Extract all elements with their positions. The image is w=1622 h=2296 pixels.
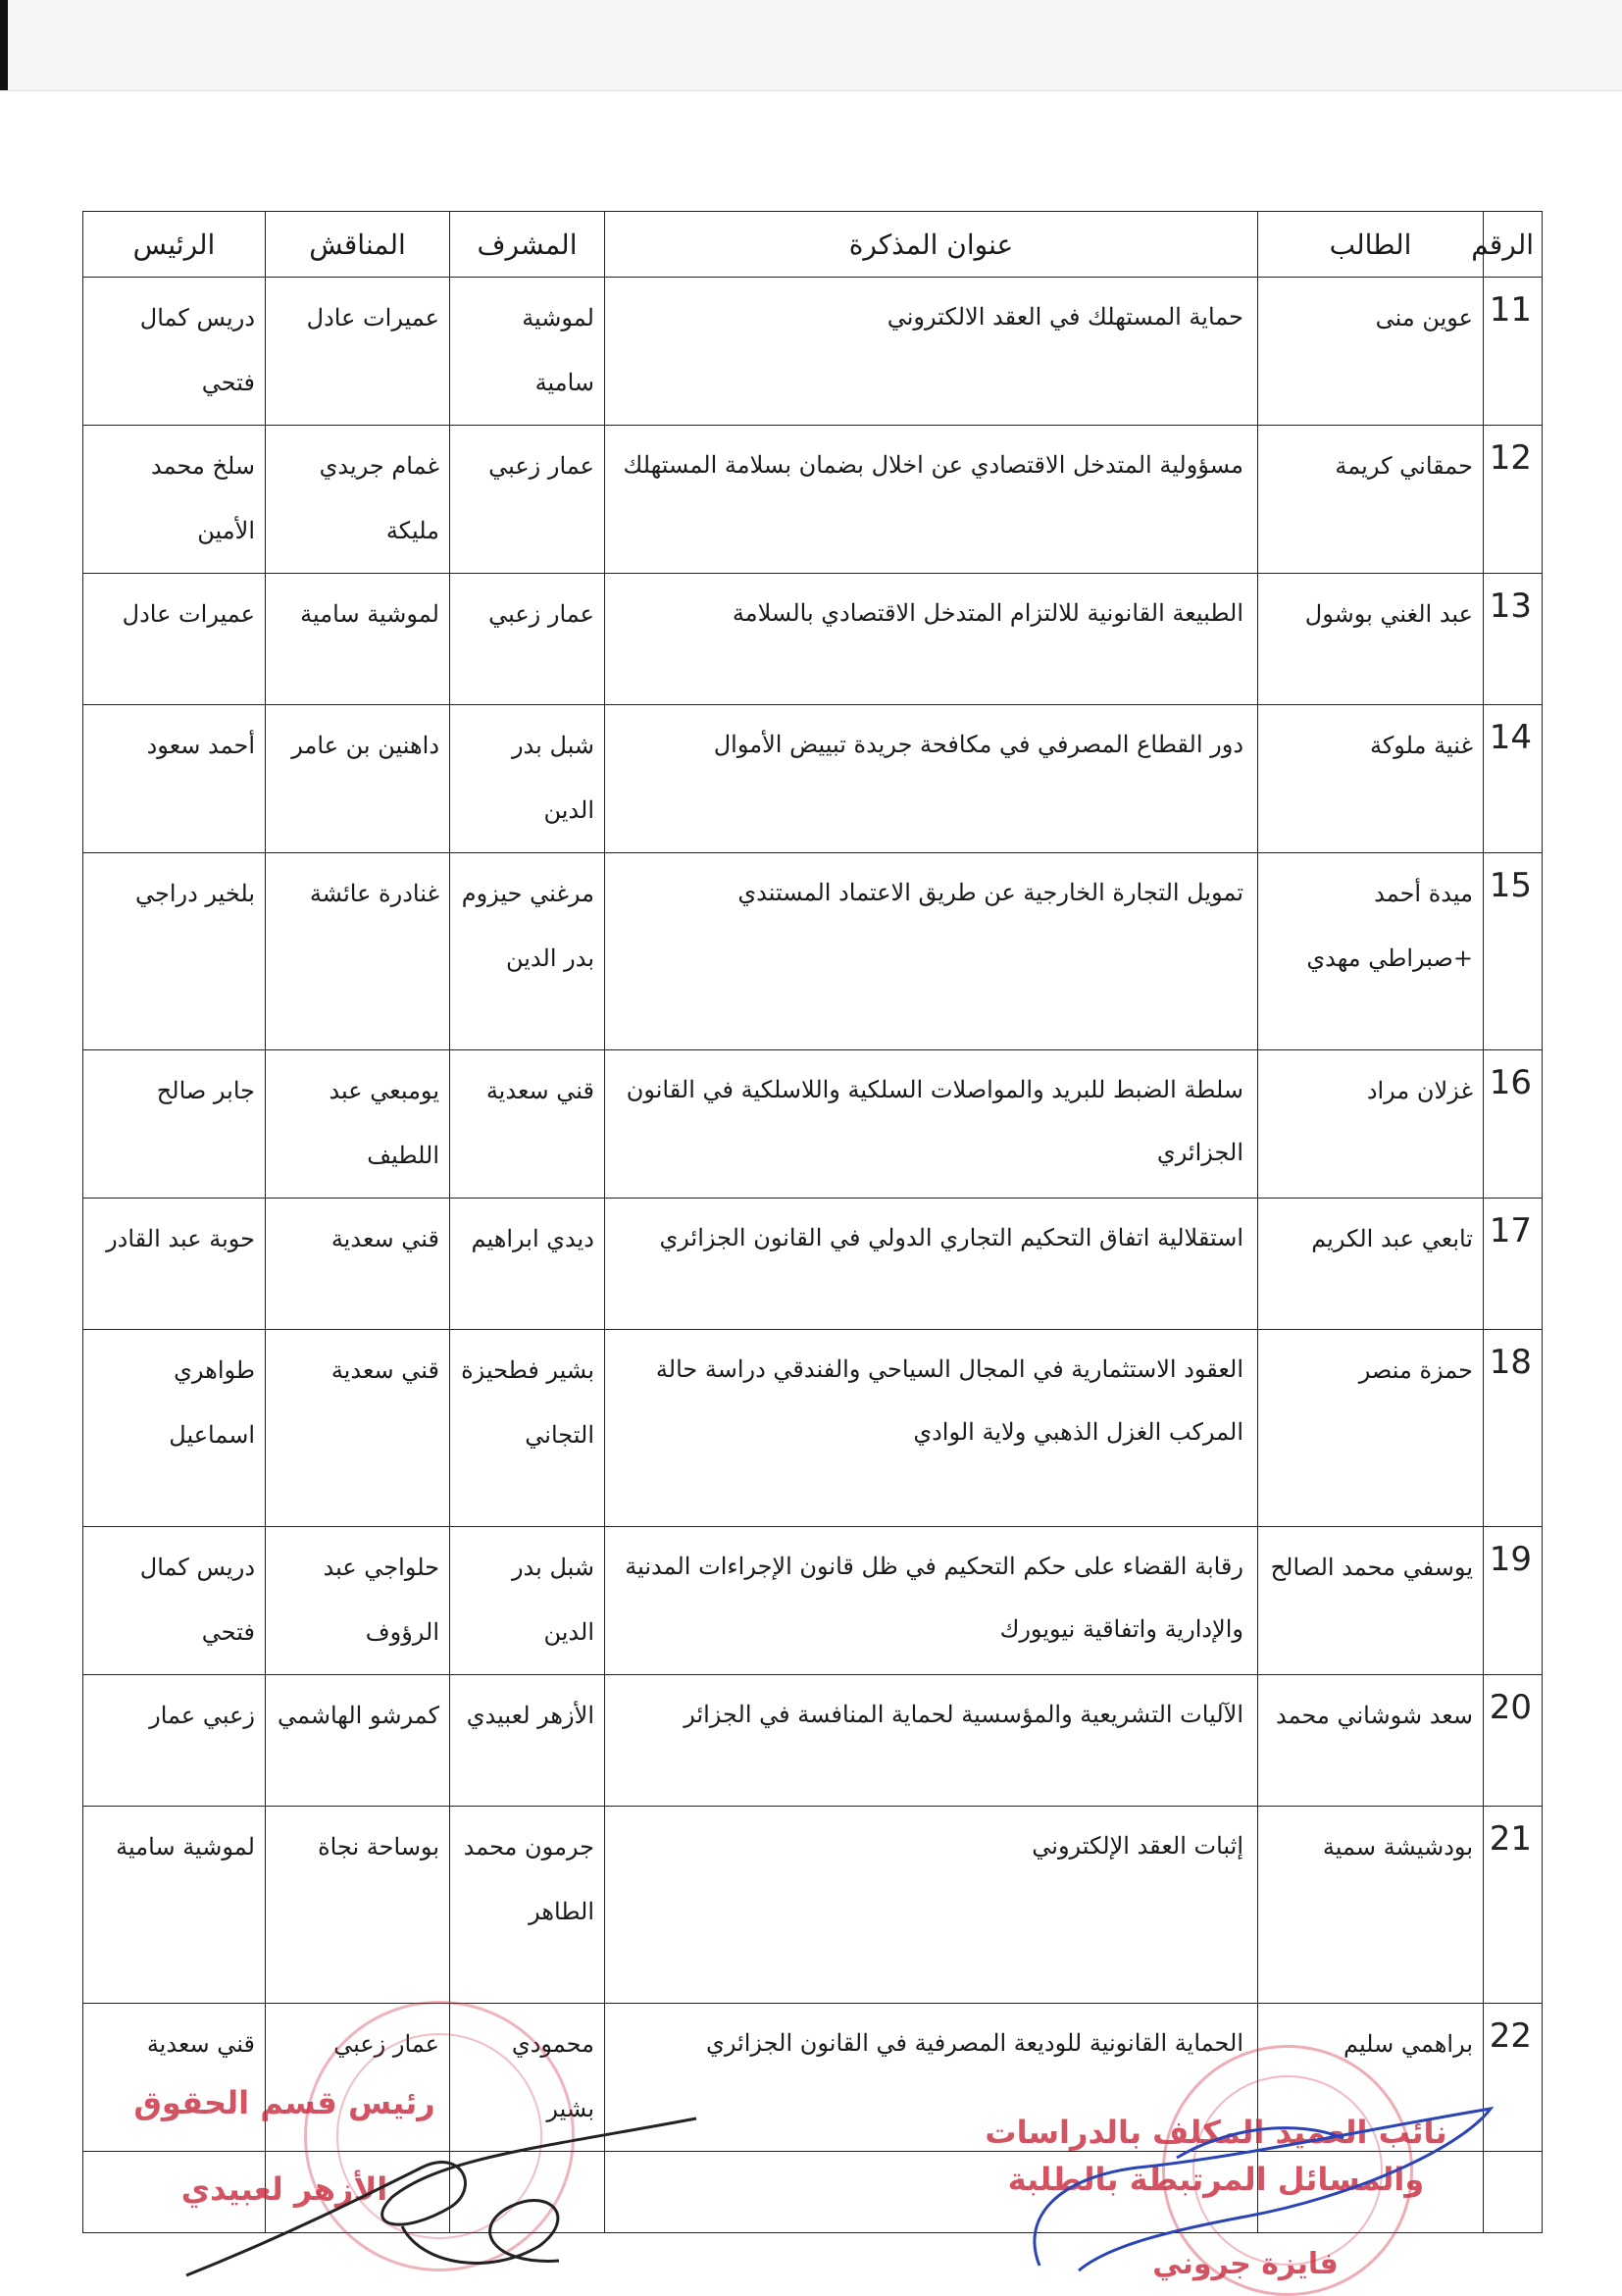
table-row	[83, 853, 1543, 1050]
row-supervisor: جرمون محمد الطاهر	[450, 1807, 605, 2004]
scan-top-bar	[0, 0, 1622, 91]
header-president: الرئيس	[83, 212, 266, 278]
row-number: 17	[1484, 1199, 1543, 1330]
row-examiner: قني سعدية	[266, 1330, 450, 1527]
row-title: العقود الاستثمارية في المجال السياحي والفندقي دراسة حالة المركب الغزل الذهبي ولاية الوادي	[605, 1330, 1258, 1527]
row-president: دريس كمال فتحي	[83, 1527, 266, 1675]
row-supervisor: الأزهر لعبيدي	[450, 1675, 605, 1807]
row-president: زعبي عمار	[83, 1675, 266, 1807]
table-row	[83, 426, 1543, 574]
row-number: 11	[1484, 278, 1543, 426]
row-student: عوين منى	[1258, 278, 1484, 426]
row-president: حوبة عبد القادر	[83, 1199, 266, 1330]
row-number: 19	[1484, 1527, 1543, 1675]
row-title: حماية المستهلك في العقد الالكتروني	[605, 278, 1258, 426]
row-supervisor: محمودي بشير	[450, 2004, 605, 2152]
row-supervisor: شبل بدر الدين	[450, 705, 605, 853]
table-row	[83, 1675, 1543, 1807]
row-president: طواهري اسماعيل	[83, 1330, 266, 1527]
row-title: الآليات التشريعية والمؤسسية لحماية المنافسة في الجزائر	[605, 1675, 1258, 1807]
table-header-row	[83, 212, 1543, 278]
header-number: الرقم	[1484, 212, 1543, 278]
row-supervisor: ديدي ابراهيم	[450, 1199, 605, 1330]
row-supervisor: عمار زعبي	[450, 574, 605, 705]
row-president: لموشية سامية	[83, 1807, 266, 2004]
row-examiner: كمرشو الهاشمي	[266, 1675, 450, 1807]
scan-edge	[0, 0, 8, 90]
row-president: سلخ محمد الأمين	[83, 426, 266, 574]
row-number: 20	[1484, 1675, 1543, 1807]
defense-schedule-sheet	[83, 211, 1543, 2233]
vice-dean-name: فايزة جروني	[1152, 2247, 1339, 2281]
table-row	[83, 1199, 1543, 1330]
row-number: 13	[1484, 574, 1543, 705]
row-president: أحمد سعود	[83, 705, 266, 853]
row-student: براهمي سليم	[1258, 2004, 1484, 2152]
table-row	[83, 1807, 1543, 2004]
row-student: غنية ملوكة	[1258, 705, 1484, 853]
row-title: الطبيعة القانونية للالتزام المتدخل الاقتصادي بالسلامة	[605, 574, 1258, 705]
row-student: بودشيشة سمية	[1258, 1807, 1484, 2004]
row-number: 14	[1484, 705, 1543, 853]
header-supervisor: المشرف	[450, 212, 605, 278]
row-student: تابعي عبد الكريم	[1258, 1199, 1484, 1330]
defense-schedule-table	[82, 211, 1543, 2233]
row-president: بلخير دراجي	[83, 853, 266, 1050]
row-title: سلطة الضبط للبريد والمواصلات السلكية واللاسلكية في القانون الجزائري	[605, 1050, 1258, 1199]
vice-dean-title-line1: نائب العميد المكلف بالدراسات	[985, 2114, 1447, 2151]
row-student: سعد شوشاني محمد	[1258, 1675, 1484, 1807]
row-president: جابر صالح	[83, 1050, 266, 1199]
row-examiner: داهنين بن عامر	[266, 705, 450, 853]
row-title: إثبات العقد الإلكتروني	[605, 1807, 1258, 2004]
row-examiner: لموشية سامية	[266, 574, 450, 705]
row-student: يوسفي محمد الصالح	[1258, 1527, 1484, 1675]
handwritten-signature-right	[1000, 2069, 1510, 2285]
header-student: الطالب	[1258, 212, 1484, 278]
table-row	[83, 574, 1543, 705]
row-title: دور القطاع المصرفي في مكافحة جريدة تبييض الأموال	[605, 705, 1258, 853]
row-examiner: بوساحة نجاة	[266, 1807, 450, 2004]
vice-dean-title-line2: والمسائل المرتبطة بالطلبة	[1007, 2161, 1425, 2198]
row-supervisor: مرغني حيزوم بدر الدين	[450, 853, 605, 1050]
row-number: 15	[1484, 853, 1543, 1050]
table-row	[83, 1527, 1543, 1675]
table-row	[83, 1330, 1543, 1527]
row-student: حمزة منصر	[1258, 1330, 1484, 1527]
row-supervisor: لموشية سامية	[450, 278, 605, 426]
department-head-name: الأزهر لعبيدي	[180, 2170, 388, 2208]
row-supervisor: قني سعدية	[450, 1050, 605, 1199]
handwritten-signature-left	[167, 2079, 716, 2285]
row-president: عميرات عادل	[83, 574, 266, 705]
row-supervisor: عمار زعبي	[450, 426, 605, 574]
row-examiner: حلواجي عبد الرؤوف	[266, 1527, 450, 1675]
row-examiner: غمام جريدي مليكة	[266, 426, 450, 574]
row-title: الحماية القانونية للوديعة المصرفية في القانون الجزائري	[605, 2004, 1258, 2152]
row-title: استقلالية اتفاق التحكيم التجاري الدولي في القانون الجزائري	[605, 1199, 1258, 1330]
table-row	[83, 278, 1543, 426]
header-examiner: المناقش	[266, 212, 450, 278]
row-student: عبد الغني بوشول	[1258, 574, 1484, 705]
row-student: ميدة أحمد +صبراطي مهدي	[1258, 853, 1484, 1050]
row-examiner: يومبعي عبد اللطيف	[266, 1050, 450, 1199]
row-title: مسؤولية المتدخل الاقتصادي عن اخلال بضمان بسلامة المستهلك	[605, 426, 1258, 574]
row-number: 12	[1484, 426, 1543, 574]
row-president: دريس كمال فتحي	[83, 278, 266, 426]
row-title: تمويل التجارة الخارجية عن طريق الاعتماد المستندي	[605, 853, 1258, 1050]
row-examiner: عميرات عادل	[266, 278, 450, 426]
row-number: 18	[1484, 1330, 1543, 1527]
row-student: حمقاني كريمة	[1258, 426, 1484, 574]
row-examiner: عمار زعبي	[266, 2004, 450, 2152]
row-supervisor: شبل بدر الدين	[450, 1527, 605, 1675]
row-supervisor: بشير فطحيزة التجاني	[450, 1330, 605, 1527]
table-row	[83, 705, 1543, 853]
row-number: 21	[1484, 1807, 1543, 2004]
row-examiner: قني سعدية	[266, 1199, 450, 1330]
row-title: رقابة القضاء على حكم التحكيم في ظل قانون الإجراءات المدنية والإدارية واتفاقية نيويورك	[605, 1527, 1258, 1675]
table-row	[83, 1050, 1543, 1199]
header-title: عنوان المذكرة	[605, 212, 1258, 278]
department-head-title: رئيس قسم الحقوق	[133, 2084, 435, 2121]
row-number: 16	[1484, 1050, 1543, 1199]
row-examiner: غنادرة عائشة	[266, 853, 450, 1050]
row-president: قني سعدية	[83, 2004, 266, 2152]
row-student: غزلان مراد	[1258, 1050, 1484, 1199]
row-number: 22	[1484, 2004, 1543, 2152]
